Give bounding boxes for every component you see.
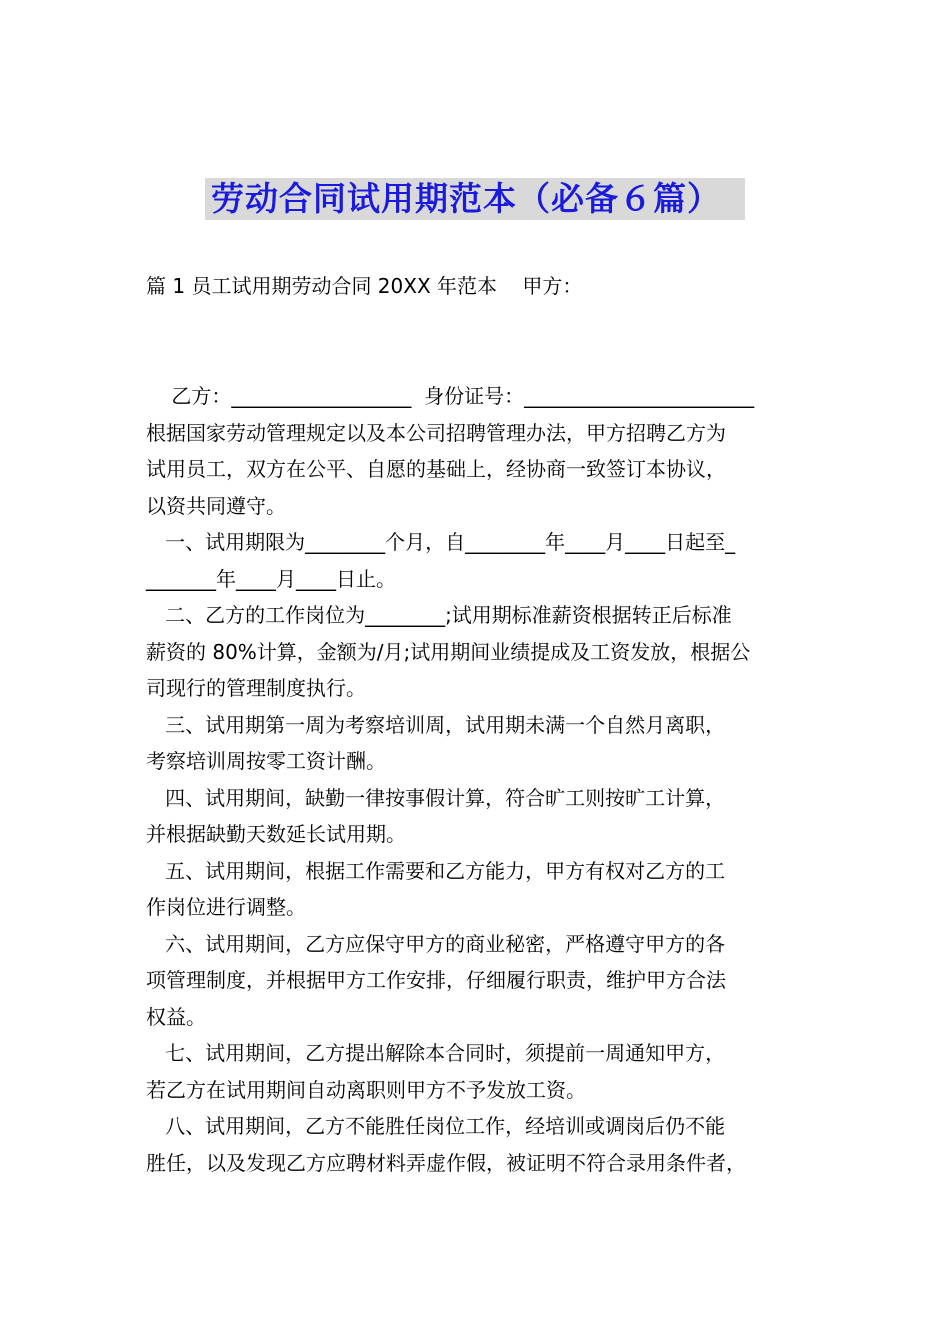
body-line: 项管理制度，并根据甲方工作安排，仔细履行职责，维护甲方合法 bbox=[146, 968, 726, 992]
body-line: 四、试用期间，缺勤一律按事假计算，符合旷工则按旷工计算， bbox=[146, 785, 726, 810]
body-line: _______年____月____日止。 bbox=[146, 566, 396, 591]
body-line: 司现行的管理制度执行。 bbox=[146, 676, 366, 700]
body-line: 三、试用期第一周为考察培训周，试用期未满一个自然月离职， bbox=[146, 712, 726, 737]
body-line: 作岗位进行调整。 bbox=[146, 895, 306, 919]
document-body bbox=[146, 378, 814, 1181]
body-line: 五、试用期间，根据工作需要和乙方能力，甲方有权对乙方的工 bbox=[146, 858, 726, 883]
body-line: 根据国家劳动管理规定以及本公司招聘管理办法，甲方招聘乙方为 bbox=[146, 420, 726, 445]
body-line: 七、试用期间，乙方提出解除本合同时，须提前一周通知甲方， bbox=[146, 1041, 726, 1065]
body-line: 乙方：__________________ 身份证号：_______________________ bbox=[146, 384, 755, 408]
body-line: 若乙方在试用期间自动离职则甲方不予发放工资。 bbox=[146, 1077, 586, 1102]
body-line: 一、试用期限为________个月，自________年____月____日起至_ bbox=[146, 530, 736, 554]
body-line: 八、试用期间，乙方不能胜任岗位工作，经培训或调岗后仍不能 bbox=[146, 1114, 726, 1138]
body-line: 试用员工，双方在公平、自愿的基础上，经协商一致签订本协议， bbox=[146, 457, 726, 481]
body-line: 并根据缺勤天数延长试用期。 bbox=[146, 822, 406, 846]
title-container bbox=[0, 178, 950, 220]
body-line: 六、试用期间，乙方应保守甲方的商业秘密，严格遵守甲方的各 bbox=[146, 931, 726, 956]
section-heading: 篇 1 员工试用期劳动合同 20XX 年范本 甲方： bbox=[146, 274, 583, 298]
body-line: 胜任，以及发现乙方应聘材料弄虚作假，被证明不符合录用条件者， bbox=[146, 1150, 746, 1175]
document-title: 劳动合同试用期范本（必备６篇） bbox=[205, 178, 745, 220]
body-line: 考察培训周按零工资计酬。 bbox=[146, 749, 386, 773]
body-line: 以资共同遵守。 bbox=[146, 493, 286, 518]
body-line: 权益。 bbox=[146, 1004, 206, 1029]
body-line: 薪资的 80%计算，金额为/月;试用期间业绩提成及工资发放，根据公 bbox=[146, 639, 751, 664]
body-line: 二、乙方的工作岗位为________;试用期标准薪资根据转正后标准 bbox=[146, 603, 732, 627]
